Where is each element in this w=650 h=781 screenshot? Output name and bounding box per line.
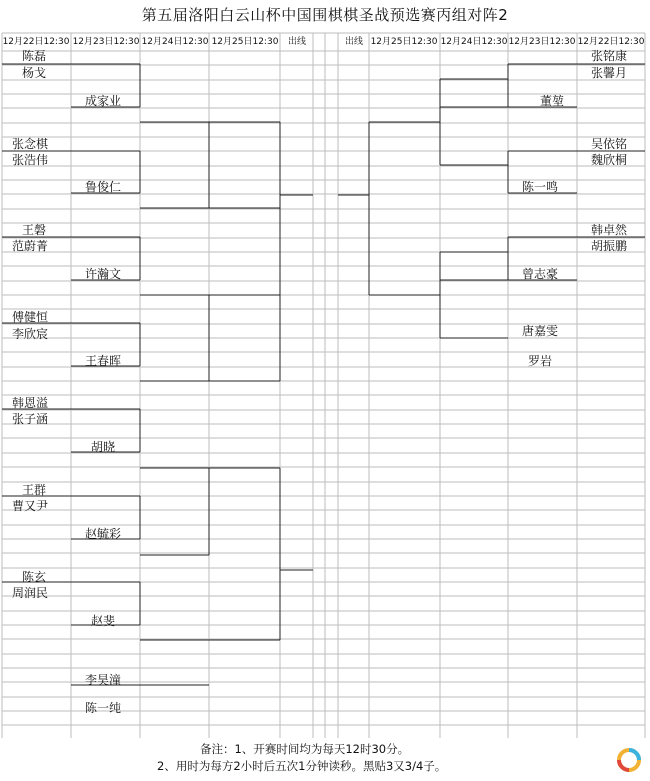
- header-left-day24: 12月24日12:30: [141, 37, 209, 47]
- player-name: 张铭康: [591, 49, 628, 63]
- header-right-day25: 12月25日12:30: [370, 37, 438, 47]
- player-name: 曹又尹: [12, 499, 49, 513]
- header-left-qualify: 出线: [287, 37, 306, 47]
- header-left-day25: 12月25日12:30: [211, 37, 279, 47]
- player-name: 陈一纯: [85, 701, 122, 715]
- header-right-day22: 12月22日12:30: [577, 37, 645, 47]
- player-name: 李昊潼: [85, 673, 122, 687]
- footnote-line-2: 2、用时为每方2小时后五次1分钟读秒。黑贴3又3/4子。: [157, 759, 447, 773]
- page-title: 第五届洛阳白云山杯中国围棋棋圣战预选赛丙组对阵2: [141, 6, 509, 24]
- player-name: 胡晓: [91, 440, 116, 454]
- player-name: 唐嘉雯: [522, 324, 559, 338]
- player-name: 胡振鹏: [591, 239, 628, 253]
- player-name: 陈一鸣: [522, 180, 559, 194]
- player-name: 张念棋: [12, 137, 49, 151]
- player-name: 鲁俊仁: [85, 180, 122, 194]
- player-name: 赵斐: [91, 614, 116, 628]
- player-name: 李欣宸: [12, 327, 49, 341]
- player-name: 王春晖: [85, 354, 122, 368]
- header-right-day23: 12月23日12:30: [508, 37, 576, 47]
- player-name: 曾志豪: [522, 267, 559, 281]
- player-name: 杨戈: [22, 66, 47, 80]
- header-right-qualify: 出线: [344, 37, 363, 47]
- player-name: 成家业: [85, 94, 122, 108]
- player-name: 王磐: [22, 223, 47, 237]
- player-name: 赵毓彩: [85, 527, 122, 541]
- player-name: 张子涵: [12, 412, 49, 426]
- player-name: 吴依铭: [591, 137, 628, 151]
- player-name: 张馨月: [591, 66, 628, 80]
- player-name: 许瀚文: [85, 267, 122, 281]
- watermark-logo-icon: [609, 740, 649, 780]
- player-name: 王群: [22, 483, 47, 497]
- player-name: 韩恩溢: [12, 396, 49, 410]
- header-left-day23: 12月23日12:30: [72, 37, 140, 47]
- player-name: 周润民: [12, 586, 49, 600]
- player-name: 董堃: [540, 94, 565, 108]
- header-left-day22: 12月22日12:30: [2, 37, 70, 47]
- player-name: 张浩伟: [12, 153, 49, 167]
- player-name: 陈玄: [22, 570, 47, 584]
- footnote-line-1: 备注：1、开赛时间均为每天12时30分。: [200, 742, 410, 756]
- player-name: 魏欣桐: [591, 153, 628, 167]
- player-name: 陈磊: [22, 49, 47, 63]
- player-name: 韩卓然: [591, 223, 628, 237]
- player-name: 罗岩: [528, 354, 553, 368]
- player-name: 范蔚菁: [12, 239, 49, 253]
- header-right-day24: 12月24日12:30: [440, 37, 508, 47]
- player-name: 傅健恒: [12, 310, 49, 324]
